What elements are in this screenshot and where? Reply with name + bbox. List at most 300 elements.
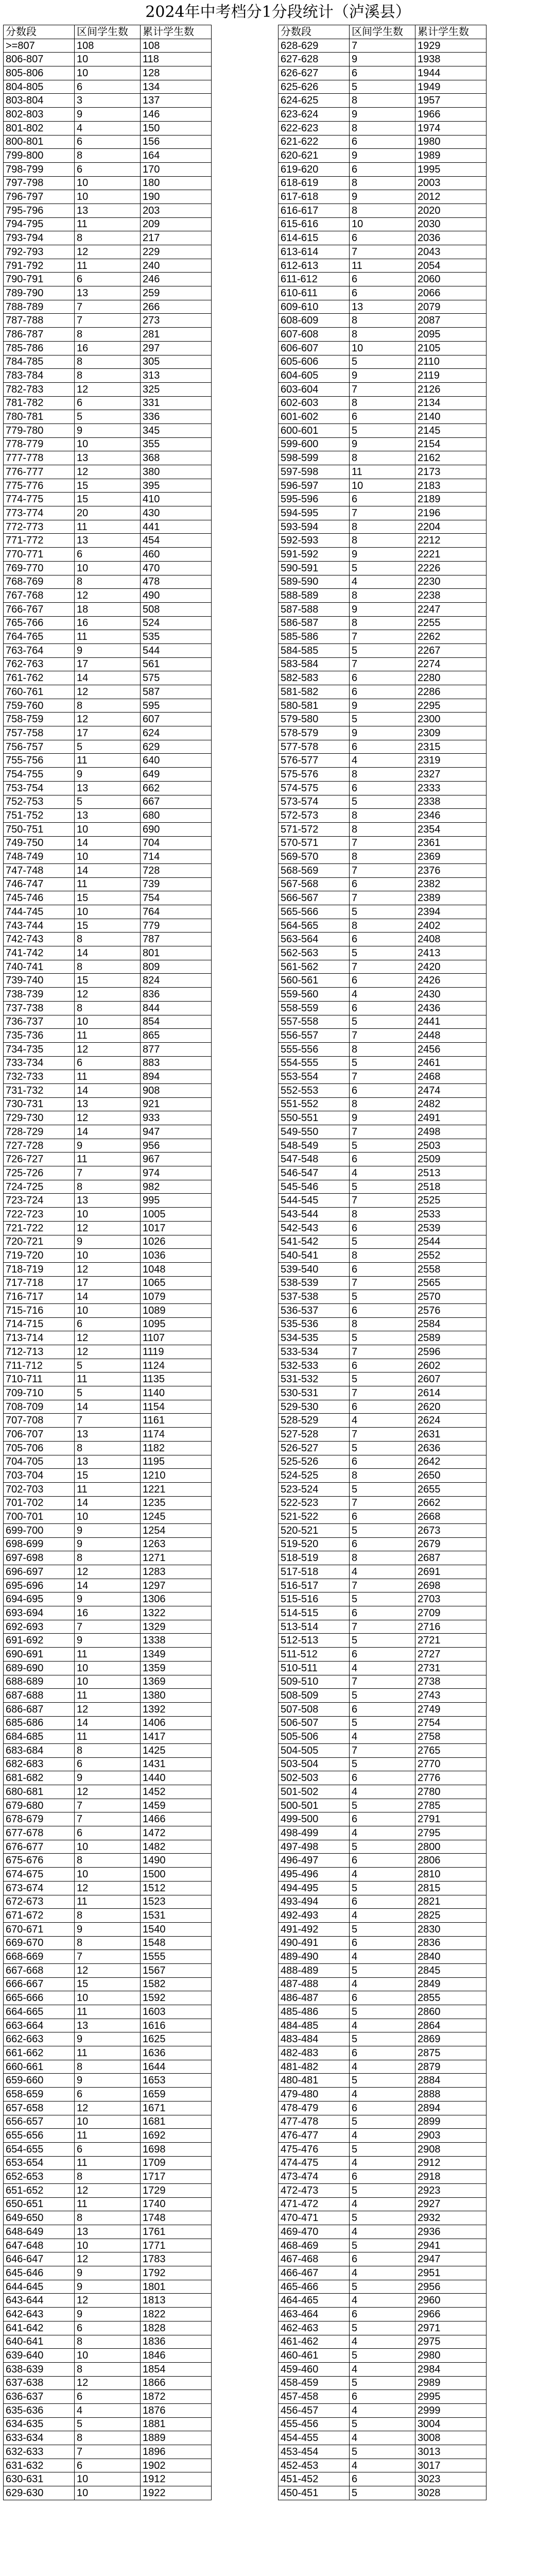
cumulative-count-cell: 2066 [415,286,486,300]
table-row [279,1826,486,1840]
interval-count-cell: 5 [350,905,415,919]
interval-count-cell: 8 [75,1854,141,1868]
interval-count-cell: 12 [75,245,141,259]
interval-count-cell: 8 [350,616,415,630]
cumulative-count-cell: 2584 [415,1317,486,1331]
cumulative-count-cell: 787 [141,933,212,946]
score-range-cell: 587-588 [279,602,350,616]
interval-count-cell: 8 [75,355,141,369]
score-range-cell: 581-582 [279,685,350,699]
interval-count-cell: 11 [75,217,141,231]
cumulative-count-cell: 1681 [141,2115,212,2129]
cumulative-count-cell: 2821 [415,1895,486,1909]
score-range-cell: 630-631 [4,2472,75,2486]
table-row [4,643,212,657]
page-title: 2024年中考档分1分段统计（泸溪县） [145,3,411,21]
table-row [279,2486,486,2500]
score-range-cell: 681-682 [4,1771,75,1785]
score-range-cell: 767-768 [4,589,75,603]
cumulative-count-cell: 1896 [141,2445,212,2459]
table-row [279,2431,486,2445]
cumulative-count-cell: 313 [141,369,212,383]
cumulative-count-cell: 150 [141,121,212,135]
table-row [4,589,212,603]
cumulative-count-cell: 2999 [415,2403,486,2417]
interval-count-cell: 5 [350,1441,415,1455]
interval-count-cell: 8 [350,809,415,823]
score-range-cell: 654-655 [4,2142,75,2156]
cumulative-count-cell: 1107 [141,1331,212,1345]
table-row [279,1070,486,1084]
interval-count-cell: 11 [75,1730,141,1744]
interval-count-cell: 10 [75,2239,141,2252]
interval-count-cell: 8 [350,520,415,534]
table-row [4,2445,212,2459]
interval-count-cell: 11 [75,877,141,891]
cumulative-count-cell: 2095 [415,328,486,342]
table-row [279,135,486,149]
cumulative-count-cell: 2274 [415,657,486,671]
interval-count-cell: 7 [75,1799,141,1812]
table-row [4,121,212,135]
score-range-cell: 766-767 [4,602,75,616]
cumulative-count-cell: 1263 [141,1537,212,1551]
interval-count-cell: 6 [350,2046,415,2060]
interval-count-cell: 4 [75,121,141,135]
interval-count-cell: 7 [350,506,415,520]
cumulative-count-cell: 2430 [415,988,486,1002]
score-range-cell: 786-787 [4,328,75,342]
interval-count-cell: 14 [75,671,141,685]
score-range-cell: 670-671 [4,1922,75,1936]
table-row [279,1194,486,1208]
cumulative-count-cell: 524 [141,616,212,630]
score-range-cell: 690-691 [4,1648,75,1662]
table-row [279,1359,486,1372]
score-range-cell: 569-570 [279,850,350,864]
cumulative-count-cell: 865 [141,1029,212,1043]
cumulative-count-cell: 2975 [415,2335,486,2349]
table-row [4,479,212,493]
interval-count-cell: 14 [75,836,141,850]
cumulative-count-cell: 1889 [141,2431,212,2445]
table-row [279,1579,486,1592]
cumulative-count-cell: 2947 [415,2252,486,2266]
table-row [4,410,212,424]
interval-count-cell: 11 [75,2005,141,2019]
interval-count-cell: 9 [75,643,141,657]
interval-count-cell: 7 [350,1345,415,1359]
score-range-cell: 538-539 [279,1276,350,1290]
interval-count-cell: 14 [75,1579,141,1592]
interval-count-cell: 8 [350,94,415,108]
table-row [4,314,212,328]
cumulative-count-cell: 2408 [415,933,486,946]
score-range-cell: 723-724 [4,1194,75,1208]
interval-count-cell: 11 [75,630,141,644]
score-range-cell: 500-501 [279,1799,350,1812]
cumulative-count-cell: 478 [141,575,212,589]
cumulative-count-cell: 2960 [415,2294,486,2308]
cumulative-count-cell: 2989 [415,2376,486,2390]
interval-count-cell: 8 [350,1317,415,1331]
cumulative-count-cell: 982 [141,1180,212,1194]
interval-count-cell: 6 [75,1757,141,1771]
cumulative-count-cell: 380 [141,465,212,479]
table-row [279,2239,486,2252]
cumulative-count-cell: 2758 [415,1730,486,1744]
cumulative-count-cell: 1459 [141,1799,212,1812]
table-row [4,53,212,66]
score-range-cell: 745-746 [4,891,75,905]
interval-count-cell: 8 [75,2431,141,2445]
interval-count-cell: 15 [75,919,141,933]
interval-count-cell: 10 [75,1249,141,1263]
interval-count-cell: 6 [350,2472,415,2486]
score-range-cell: 486-487 [279,1991,350,2005]
interval-count-cell: 5 [75,795,141,809]
cumulative-count-cell: 170 [141,162,212,176]
table-row [279,863,486,877]
interval-count-cell: 5 [350,946,415,960]
cumulative-count-cell: 190 [141,190,212,204]
interval-count-cell: 14 [75,863,141,877]
score-range-cell: 704-705 [4,1455,75,1469]
cumulative-count-cell: 368 [141,451,212,465]
score-range-cell: 741-742 [4,946,75,960]
score-range-cell: 750-751 [4,822,75,836]
score-range-cell: 546-547 [279,1166,350,1180]
score-range-cell: 505-506 [279,1730,350,1744]
interval-count-cell: 12 [75,1963,141,1977]
column-header: 累计学生数 [415,25,486,39]
table-row [279,919,486,933]
score-range-cell: 718-719 [4,1262,75,1276]
cumulative-count-cell: 1698 [141,2142,212,2156]
cumulative-count-cell: 2126 [415,382,486,396]
cumulative-count-cell: 956 [141,1139,212,1153]
score-range-cell: 795-796 [4,204,75,217]
score-range-cell: 662-663 [4,2032,75,2046]
cumulative-count-cell: 967 [141,1153,212,1166]
interval-count-cell: 11 [75,1482,141,1496]
table-row [4,465,212,479]
table-row [4,822,212,836]
table-row [279,1757,486,1771]
interval-count-cell: 14 [75,946,141,960]
score-range-cell: 696-697 [4,1565,75,1579]
score-range-cell: 583-584 [279,657,350,671]
table-row [4,1771,212,1785]
cumulative-count-cell: 2636 [415,1441,486,1455]
score-range-cell: 661-662 [4,2046,75,2060]
interval-count-cell: 5 [350,1331,415,1345]
interval-count-cell: 11 [75,2197,141,2211]
cumulative-count-cell: 2703 [415,1592,486,1606]
score-range-cell: 621-622 [279,135,350,149]
cumulative-count-cell: 1944 [415,66,486,80]
interval-count-cell: 12 [75,1042,141,1056]
table-row [279,1606,486,1620]
table-row [4,149,212,163]
cumulative-count-cell: 824 [141,974,212,988]
score-range-cell: 610-611 [279,286,350,300]
cumulative-count-cell: 1582 [141,1977,212,1991]
score-range-cell: 720-721 [4,1235,75,1249]
cumulative-count-cell: 754 [141,891,212,905]
score-range-cell: 773-774 [4,506,75,520]
score-range-cell: 798-799 [4,162,75,176]
table-row [279,149,486,163]
table-row [279,1208,486,1222]
score-range-cell: 639-640 [4,2349,75,2363]
score-range-cell: 476-477 [279,2129,350,2143]
cumulative-count-cell: 544 [141,643,212,657]
cumulative-count-cell: 2903 [415,2129,486,2143]
table-row [4,1840,212,1854]
cumulative-count-cell: 2894 [415,2101,486,2115]
cumulative-count-cell: 2204 [415,520,486,534]
interval-count-cell: 5 [350,2417,415,2431]
score-range-cell: 738-739 [4,988,75,1002]
table-row [279,1482,486,1496]
interval-count-cell: 8 [75,231,141,245]
score-range-cell: 553-554 [279,1070,350,1084]
interval-count-cell: 6 [350,1812,415,1826]
table-row [4,382,212,396]
cumulative-count-cell: 2295 [415,699,486,713]
cumulative-count-cell: 2255 [415,616,486,630]
interval-count-cell: 13 [75,1455,141,1469]
interval-count-cell: 12 [75,1785,141,1799]
table-row [4,1372,212,1386]
interval-count-cell: 8 [350,822,415,836]
interval-count-cell: 4 [350,1868,415,1882]
cumulative-count-cell: 2503 [415,1139,486,1153]
score-range-cell: 711-712 [4,1359,75,1372]
interval-count-cell: 9 [75,2280,141,2294]
cumulative-count-cell: 1349 [141,1648,212,1662]
table-row [4,217,212,231]
interval-count-cell: 4 [350,2019,415,2032]
cumulative-count-cell: 2860 [415,2005,486,2019]
interval-count-cell: 5 [350,2486,415,2500]
interval-count-cell: 9 [350,602,415,616]
table-row [4,1194,212,1208]
interval-count-cell: 16 [75,341,141,355]
table-row [4,699,212,713]
score-range-cell: 680-681 [4,1785,75,1799]
cumulative-count-cell: 1748 [141,2211,212,2225]
cumulative-count-cell: 2333 [415,781,486,795]
score-range-cell: 619-620 [279,162,350,176]
cumulative-count-cell: 441 [141,520,212,534]
cumulative-count-cell: 3013 [415,2445,486,2459]
interval-count-cell: 9 [350,190,415,204]
table-row [279,53,486,66]
table-row [4,2294,212,2308]
score-range-cell: 748-749 [4,850,75,864]
interval-count-cell: 6 [350,1936,415,1950]
score-range-cell: 506-507 [279,1716,350,1730]
interval-count-cell: 10 [350,479,415,493]
cumulative-count-cell: 1182 [141,1441,212,1455]
column-header: 区间学生数 [350,25,415,39]
interval-count-cell: 7 [350,1428,415,1442]
interval-count-cell: 6 [350,2101,415,2115]
table-row [279,2032,486,2046]
score-range-cell: 671-672 [4,1909,75,1923]
score-range-cell: 463-464 [279,2308,350,2321]
table-row [4,919,212,933]
interval-count-cell: 6 [350,1400,415,1414]
cumulative-count-cell: 739 [141,877,212,891]
interval-count-cell: 11 [75,259,141,273]
cumulative-count-cell: 809 [141,960,212,974]
table-row [279,1455,486,1469]
interval-count-cell: 6 [350,2390,415,2404]
interval-count-cell: 5 [350,1689,415,1703]
table-row [4,1895,212,1909]
cumulative-count-cell: 2436 [415,1001,486,1015]
interval-count-cell: 8 [75,328,141,342]
cumulative-count-cell: 561 [141,657,212,671]
interval-count-cell: 13 [350,300,415,314]
table-row [4,2032,212,2046]
score-range-cell: 465-466 [279,2280,350,2294]
cumulative-count-cell: 1271 [141,1551,212,1565]
table-row [279,1620,486,1634]
cumulative-count-cell: 1836 [141,2335,212,2349]
table-row [4,1922,212,1936]
score-range-cell: 470-471 [279,2211,350,2225]
score-range-cell: 757-758 [4,726,75,740]
score-range-cell: 624-625 [279,94,350,108]
interval-count-cell: 6 [350,493,415,506]
table-row [4,2170,212,2184]
score-range-cell: 783-784 [4,369,75,383]
interval-count-cell: 8 [350,534,415,548]
table-row [279,1922,486,1936]
table-row [279,1083,486,1097]
interval-count-cell: 10 [75,1208,141,1222]
score-range-cell: 453-454 [279,2445,350,2459]
interval-count-cell: 8 [75,1909,141,1923]
cumulative-count-cell: 2247 [415,602,486,616]
interval-count-cell: 7 [350,657,415,671]
table-row [279,2308,486,2321]
score-range-cell: 628-629 [279,39,350,53]
cumulative-count-cell: 535 [141,630,212,644]
score-range-cell: 573-574 [279,795,350,809]
interval-count-cell: 3 [75,94,141,108]
interval-count-cell: 5 [350,2211,415,2225]
cumulative-count-cell: 974 [141,1166,212,1180]
table-row [279,1235,486,1249]
score-range-cell: 539-540 [279,1262,350,1276]
interval-count-cell: 4 [350,1785,415,1799]
table-row [4,135,212,149]
cumulative-count-cell: 128 [141,66,212,80]
cumulative-count-cell: 336 [141,410,212,424]
table-row [4,66,212,80]
interval-count-cell: 9 [75,768,141,782]
score-range-cell: 502-503 [279,1771,350,1785]
cumulative-count-cell: 1540 [141,1922,212,1936]
interval-count-cell: 13 [75,2225,141,2239]
table-row [279,589,486,603]
table-row [4,437,212,451]
table-row [279,1523,486,1537]
table-row [279,94,486,108]
score-range-cell: 589-590 [279,575,350,589]
score-range-cell: 762-763 [4,657,75,671]
score-range-cell: 742-743 [4,933,75,946]
interval-count-cell: 9 [75,1922,141,1936]
score-range-cell: 717-718 [4,1276,75,1290]
cumulative-count-cell: 1523 [141,1895,212,1909]
score-range-cell: 634-635 [4,2417,75,2431]
cumulative-count-cell: 2662 [415,1496,486,1510]
cumulative-count-cell: 2286 [415,685,486,699]
interval-count-cell: 11 [75,1029,141,1043]
score-range-cell: 519-520 [279,1537,350,1551]
cumulative-count-cell: 2727 [415,1648,486,1662]
interval-count-cell: 11 [75,1153,141,1166]
interval-count-cell: 5 [350,2115,415,2129]
score-range-cell: 477-478 [279,2115,350,2129]
interval-count-cell: 12 [75,2183,141,2197]
score-range-cell: 627-628 [279,53,350,66]
score-range-cell: 552-553 [279,1083,350,1097]
interval-count-cell: 10 [75,1015,141,1029]
table-row [4,190,212,204]
table-row [4,1702,212,1716]
score-table-left [3,25,212,2500]
score-range-cell: 472-473 [279,2183,350,2197]
score-range-cell: 777-778 [4,451,75,465]
cumulative-count-cell: 460 [141,548,212,562]
cumulative-count-cell: 2912 [415,2156,486,2170]
table-row [4,2005,212,2019]
table-row [4,300,212,314]
table-row [4,369,212,383]
score-range-cell: 545-546 [279,1180,350,1194]
cumulative-count-cell: 1625 [141,2032,212,2046]
score-range-cell: 758-759 [4,713,75,726]
interval-count-cell: 4 [350,754,415,768]
table-row [279,2349,486,2363]
cumulative-count-cell: 3028 [415,2486,486,2500]
cumulative-count-cell: 180 [141,176,212,190]
interval-count-cell: 10 [75,561,141,575]
score-range-cell: 559-560 [279,988,350,1002]
table-row [279,933,486,946]
table-row [279,795,486,809]
interval-count-cell: 5 [350,2321,415,2335]
table-row [279,1854,486,1868]
table-row [4,1400,212,1414]
table-row [4,1208,212,1222]
cumulative-count-cell: 728 [141,863,212,877]
cumulative-count-cell: 1801 [141,2280,212,2294]
cumulative-count-cell: 1636 [141,2046,212,2060]
cumulative-count-cell: 2840 [415,1950,486,1964]
interval-count-cell: 15 [75,1469,141,1483]
cumulative-count-cell: 1717 [141,2170,212,2184]
score-range-cell: 763-764 [4,643,75,657]
table-row [4,795,212,809]
